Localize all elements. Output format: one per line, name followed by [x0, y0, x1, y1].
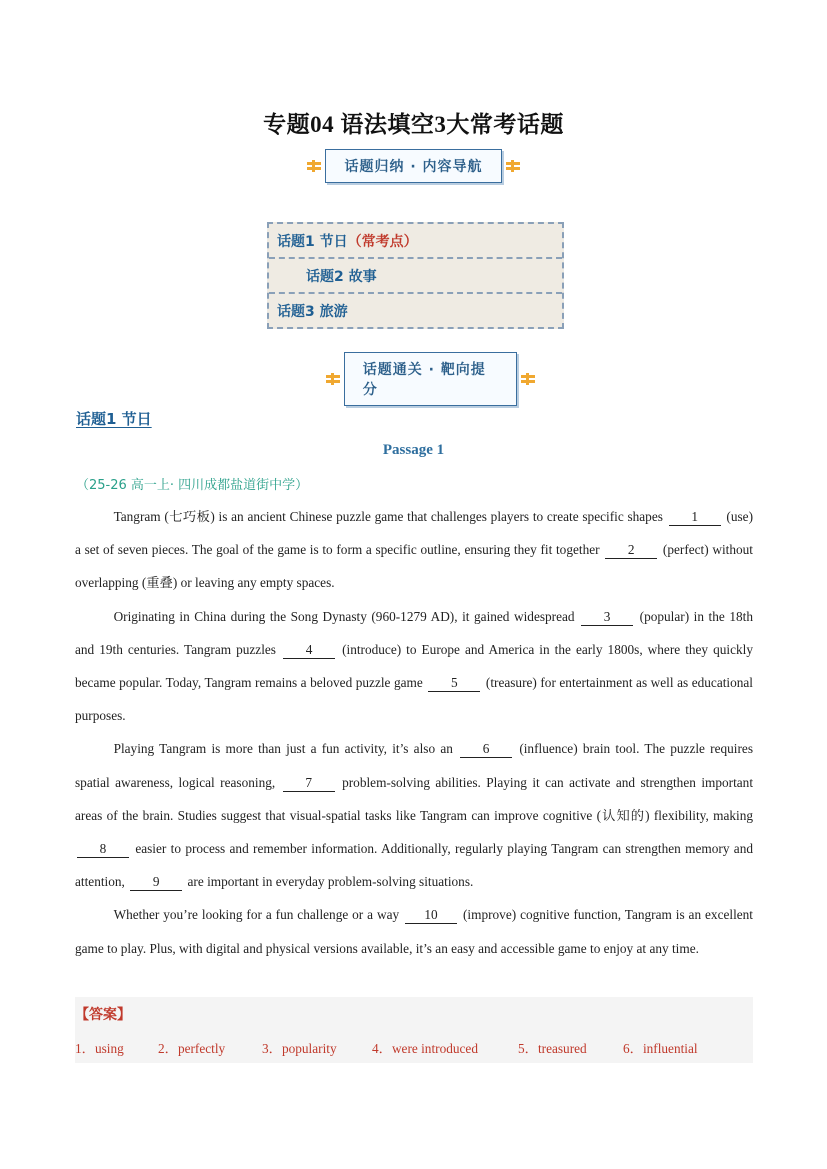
passage-body — [75, 500, 753, 965]
text-run: (influence) brain tool. The puzzle requires spatial awareness, logical reasoning, — [75, 741, 753, 790]
text-run: Originating in China during the Song Dynasty (960-1279 AD), it gained widespread — [113, 608, 575, 624]
page-title: 专题04 语法填空3大常考话题 — [263, 112, 564, 137]
paragraph-2 — [75, 600, 753, 733]
passage-source: （25-26 高一上· 四川成都盐道街中学） — [76, 478, 309, 493]
answer-box — [75, 997, 753, 1063]
blank-3: 3 — [581, 609, 633, 626]
toc-item-label: 话题3 旅游 — [277, 303, 348, 320]
blank-9: 9 — [130, 874, 182, 891]
nav-banner-label: 话题归纳 · 内容导航 — [325, 149, 501, 183]
blank-7: 7 — [283, 775, 335, 792]
banner-left-decoration-icon — [326, 373, 340, 385]
practice-banner — [322, 362, 539, 396]
answer-item: 2．perfectly — [158, 1041, 226, 1056]
toc-item-label: 话题1 节日 — [277, 233, 348, 250]
text-run: easier to process and remember information. Additionally, regularly playing Tangram can strengthen memory and attention, — [75, 841, 753, 890]
banner-left-decoration-icon — [307, 160, 321, 172]
answer-item: 1．using — [75, 1041, 124, 1056]
answer-item: 6．influential — [623, 1041, 698, 1056]
text-run: (treasure) for entertainment as well as educational purposes. — [75, 675, 753, 724]
text-run: Playing Tangram is more than just a fun activity, it’s also an — [113, 741, 453, 757]
blank-1: 1 — [669, 509, 721, 526]
toc-item-festival[interactable] — [269, 224, 562, 259]
toc-item-label: 话题2 故事 — [306, 268, 377, 285]
toc-item-tag: （常考点） — [347, 233, 418, 250]
toc-item-story[interactable] — [269, 259, 562, 294]
text-run: (popular) in the 18th and 19th centuries. Tangram puzzles — [75, 608, 753, 657]
blank-8: 8 — [77, 841, 129, 858]
paragraph-4 — [75, 898, 753, 964]
table-of-contents — [267, 222, 564, 329]
paragraph-1 — [75, 500, 753, 600]
text-run: (perfect) without overlapping (重叠) or leaving any empty spaces. — [75, 542, 753, 591]
practice-banner-label: 话题通关 · 靶向提分 — [344, 352, 518, 406]
text-run: problem-solving abilities. Playing it can activate and strengthen important areas of the brain. Studies suggest that visual-spatial tasks like Tangram can improve cognitive (认知的) flexibility, making — [75, 774, 754, 823]
answer-item: 4．were introduced — [372, 1041, 478, 1056]
text-run: (introduce) to Europe and America in the early 1800s, where they quickly became popular. Today, Tangram remains a beloved puzzle game — [75, 641, 754, 691]
blank-2: 2 — [605, 542, 657, 559]
banner-right-decoration-icon — [521, 373, 535, 385]
blank-6: 6 — [460, 741, 512, 758]
toc-item-travel[interactable] — [269, 294, 562, 327]
answer-item: 5．treasured — [518, 1041, 587, 1056]
text-run: Tangram (七巧板) is an ancient Chinese puzzle game that challenges players to create specific shapes — [113, 509, 663, 524]
nav-banner — [303, 149, 524, 183]
passage-title: Passage 1 — [382, 442, 445, 458]
answer-label: 【答案】 — [75, 1007, 131, 1023]
blank-5: 5 — [428, 675, 480, 692]
text-run: (improve) cognitive function, Tangram is an excellent game to play. Plus, with digital and physical versions available, it’s an easy and accessible game to enjoy at any time. — [75, 907, 754, 956]
answer-list — [75, 1038, 733, 1057]
text-run: (use) a set of seven pieces. The goal of the game is to form a specific outline, ensuring they fit together — [75, 509, 754, 558]
text-run: are important in everyday problem-solving situations. — [187, 874, 474, 890]
section-heading[interactable]: 话题1 节日 — [76, 410, 152, 428]
banner-right-decoration-icon — [506, 160, 520, 172]
text-run: Whether you’re looking for a fun challenge or a way — [113, 907, 400, 923]
paragraph-3 — [75, 732, 753, 898]
blank-10: 10 — [405, 907, 457, 924]
answer-item: 3．popularity — [262, 1041, 337, 1056]
blank-4: 4 — [283, 642, 335, 659]
